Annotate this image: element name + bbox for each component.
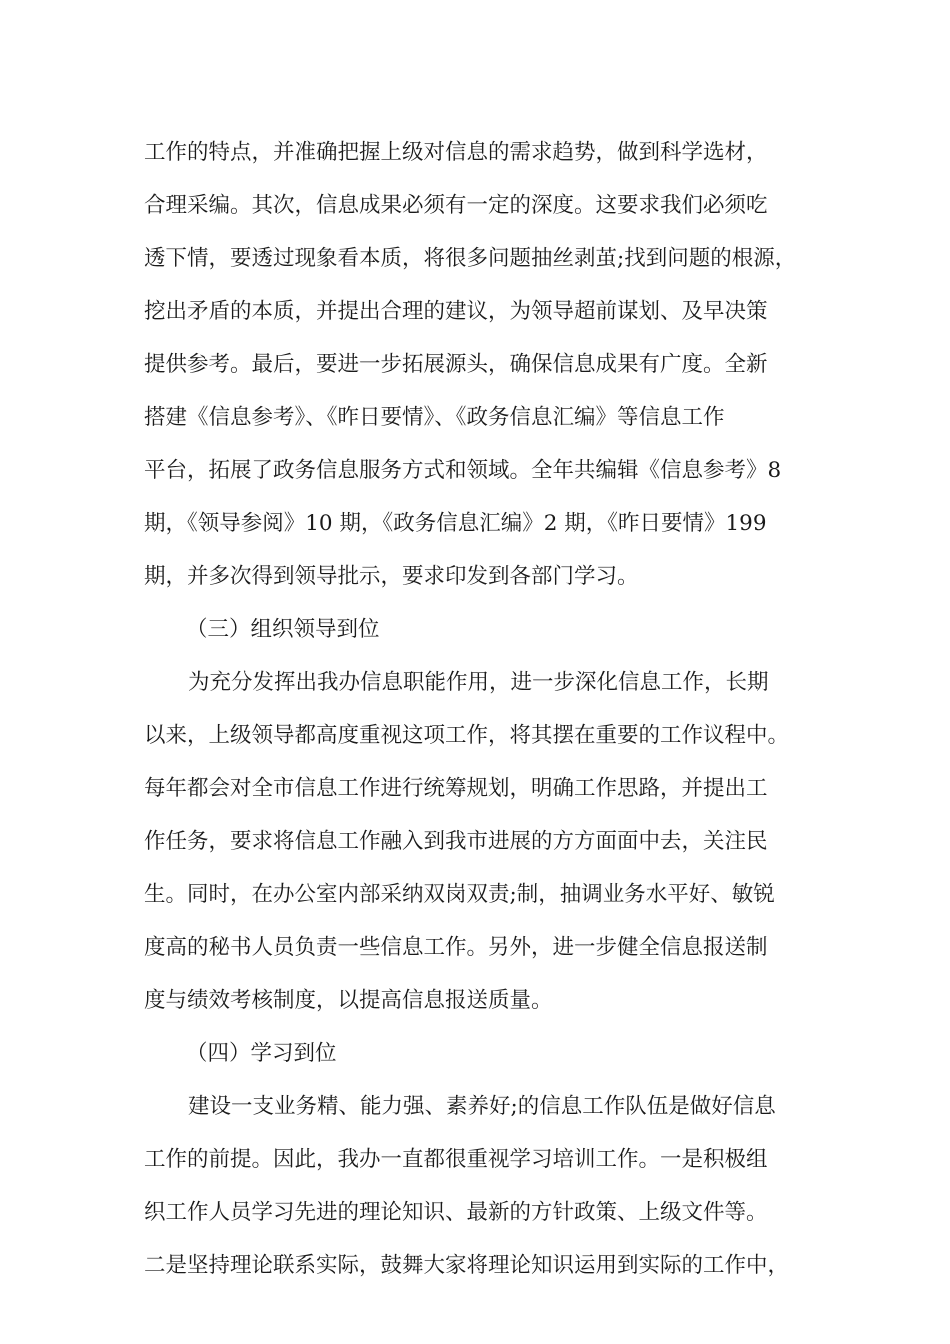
text-line: 提供参考。最后，要进一步拓展源头，确保信息成果有广度。全新: [144, 352, 768, 377]
text-line: 生。同时，在办公室内部采纳双岗双责;制，抽调业务水平好、敏锐: [144, 882, 775, 907]
text-line: 作任务，要求将信息工作融入到我市进展的方方面面中去，关注民: [144, 829, 768, 854]
paragraph-continued: [144, 126, 824, 603]
text-line: 工作的特点，并准确把握上级对信息的需求趋势，做到科学选材，: [144, 140, 768, 165]
text-line: 期，并多次得到领导批示，要求印发到各部门学习。: [144, 564, 639, 589]
text-line: 挖出矛盾的本质，并提出合理的建议，为领导超前谋划、及早决策: [144, 299, 768, 324]
text-line: 以来，上级领导都高度重视这项工作，将其摆在重要的工作议程中。: [144, 723, 790, 748]
text-line: 期，《领导参阅》10 期，《政务信息汇编》2 期，《昨日要情》199: [144, 511, 767, 536]
section-three: [144, 603, 824, 1027]
text-line: 搭建《信息参考》、《昨日要情》、《政务信息汇编》等信息工作: [144, 405, 725, 430]
section-heading: （三）组织领导到位: [186, 617, 380, 642]
text-line: 合理采编。其次，信息成果必须有一定的深度。这要求我们必须吃: [144, 193, 768, 218]
document-body: [144, 126, 824, 1292]
text-line: 平台，拓展了政务信息服务方式和领域。全年共编辑《信息参考》8: [144, 458, 782, 483]
text-line: 透下情，要透过现象看本质，将很多问题抽丝剥茧;找到问题的根源，: [144, 246, 797, 271]
text-line: 二是坚持理论联系实际，鼓舞大家将理论知识运用到实际的工作中，: [144, 1253, 790, 1278]
text-line: 度与绩效考核制度，以提高信息报送质量。: [144, 988, 553, 1013]
text-line: 建设一支业务精、能力强、素养好;的信息工作队伍是做好信息: [188, 1094, 776, 1119]
text-line: 每年都会对全市信息工作进行统筹规划，明确工作思路，并提出工: [144, 776, 768, 801]
text-line: 度高的秘书人员负责一些信息工作。另外，进一步健全信息报送制: [144, 935, 768, 960]
section-four: [144, 1027, 824, 1292]
section-heading: （四）学习到位: [186, 1041, 337, 1066]
text-line: 为充分发挥出我办信息职能作用，进一步深化信息工作，长期: [188, 670, 769, 695]
text-line: 织工作人员学习先进的理论知识、最新的方针政策、上级文件等。: [144, 1200, 768, 1225]
text-line: 工作的前提。因此，我办一直都很重视学习培训工作。一是积极组: [144, 1147, 768, 1172]
